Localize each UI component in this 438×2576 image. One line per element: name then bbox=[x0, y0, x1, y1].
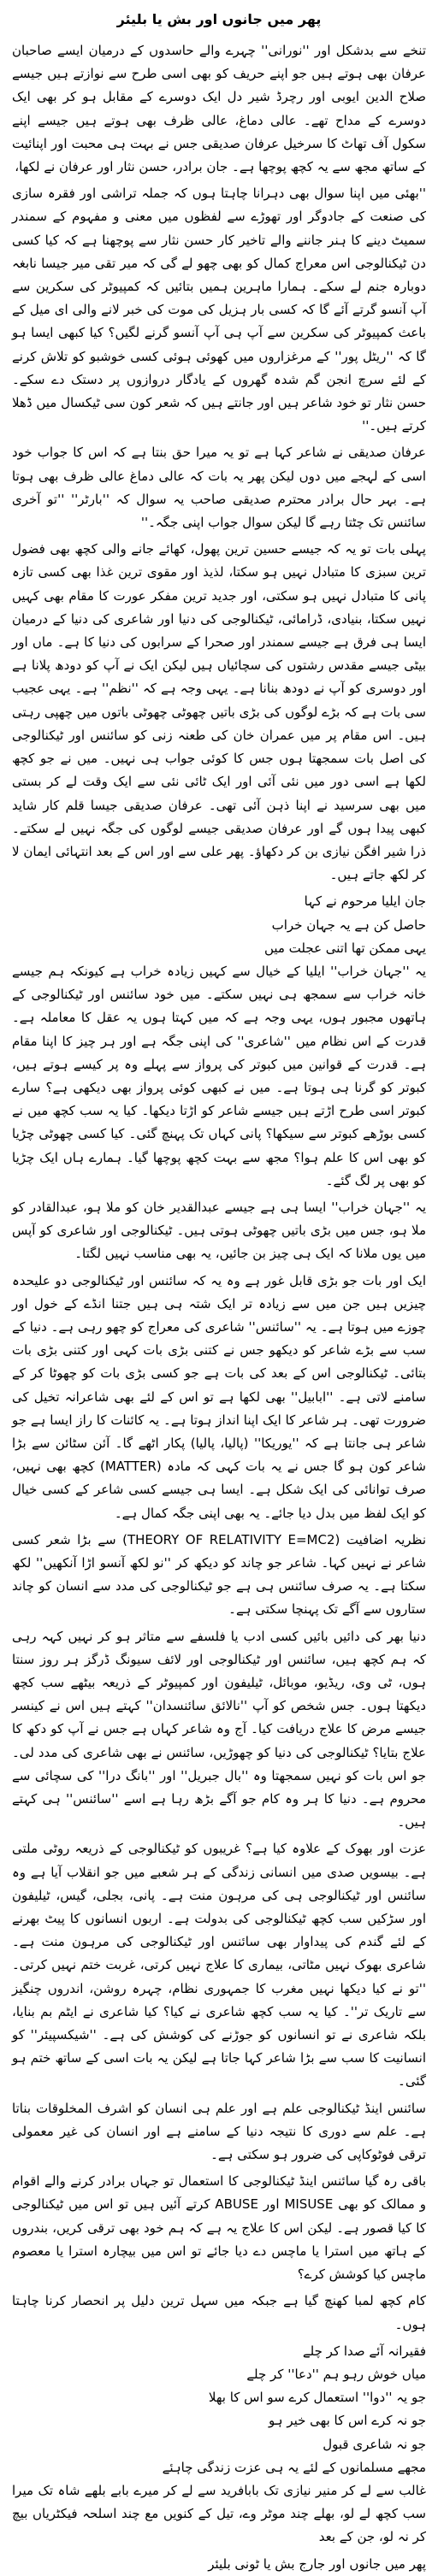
article-paragraph: غالب سے لے کر منیر نیازی تک بابافرید سے لے کر میرے بابے بلھے شاہ تک میرا سب کچھ لے لو، بھلے چند موٹر وے، تیل کے کنویں مع چند اسلحہ فیکٹریاں بیچ کر نہ لو، جن کے بعد bbox=[12, 2482, 426, 2545]
article-paragraph: نظریہ اضافیت (THEORY OF RELATIVITY E=MC2) سے بڑا شعر کسی شاعر نے نہیں کہا۔ شاعر جو چاند کو دیکھ کر ''نو لکھ آنسو اڑا آنکھیں'' لکھ سکتا ہے۔ یہ صرف سائنس ہی ہے جو ٹیکنالوجی کی مدد سے انسان کو چاند ستاروں سے آگے تک پہنچا سکتی ہے۔ bbox=[12, 1531, 427, 1618]
verse-line: جو نہ کرے اس کا بھی خیر ہو bbox=[269, 2413, 426, 2429]
article-paragraph: سائنس اینڈ ٹیکنالوجی علم ہے اور علم ہی انسان کو اشرف المخلوقات بناتا ہے۔ علم سے دوری کا نتیجہ دنیا کے سامنے ہے اور انسان کی غیر معمولی ترقی فوٹوکاپی کی ضرور ہو سکتی ہے۔ bbox=[12, 2100, 426, 2163]
article-paragraph: پہلی بات تو یہ کہ جیسے حسین ترین پھول، کھائے جانے والی کچھ بھی فضول ترین سبزی کا متبادل نہیں ہو سکتا، لذیذ اور مقوی ترین غذا بھی کسی تازہ پانی کا متبادل نہیں ہو سکتی، اور جدید ترین مفکر عورت کا مقام بھی کہیں نہیں سکتا، بنیادی، ڈرامائی، ٹیکنالوجی کی دنیا اور شاعری کی دنیا کے درمیان ایسا ہی فرق ہے جیسے سمندر اور صحرا کے سرابوں کی دنیا کا ہے۔ ماں اور بیٹی جیسے مقدس رشتوں کی سچائیاں ہیں لیکن ایک نے آپ کو دودھ پلانا ہے اور دوسری کو آپ نے دودھ بنانا ہے۔ یہی وجہ ہے کہ ''نظم'' ہے۔ یہی عجیب سی بات ہے کہ بڑے لوگوں کی بڑی باتیں چھوٹی چھوٹی باتوں میں چھپی رہتی ہیں۔ اس مقام پر میں عمران خان کی طعنہ زنی کو سائنس اور ٹیکنالوجی کی اصل بات سمجھتا ہوں جس کا کوئی جواب ہی نہیں۔ میں نے جو کچھ لکھا ہے اسی دور میں نئی آئی اور ایک ٹائی نئی سے ایک وقت لے کر بستی میں بھی سرسید نے اپنا ذہن آئی تھی۔ عرفان صدیقی جیسا قلم کار شاید کبھی پیدا ہوں گے اور عرفان صدیقی جیسے لوگوں کی جگہ نہیں لے سکتے۔ ذرا شیر افگن نیازی بن کر دکھاؤ۔ پھر علی سے اور اس کے بعد انتہائی ایمان لا کر لکھ جاتے ہیں۔ bbox=[12, 541, 426, 883]
article-paragraph: باقی رہ گیا سائنس اینڈ ٹیکنالوجی کا استعمال تو جہاں برادر کرنے والے اقوام و ممالک کو بھی MISUSE اور ABUSE کرتے آئیں ہیں تو اس میں ٹیکنالوجی کا کیا قصور ہے۔ لیکن اس کا علاج یہ ہے کہ ہم خود بھی ترقی کریں، بندروں کے ہاتھ میں استرا یا ماچس دے دیا جائے تو اس میں بیچارہ استرا یا معصوم ماچس کیا کوشش کرے؟ bbox=[12, 2173, 426, 2283]
article-paragraph: ''بھئی میں اپنا سوال بھی دہرانا چاہتا ہوں کہ جملہ تراشی اور فقرہ سازی کی صنعت کے جادوگر اور تھوڑے سے لفظوں میں معنی و مفہوم کے سمندر سمیٹ دینے کا ہنر جاننے والے تاخیر کار حسن نثار سے پوچھنا ہے کہ کیا کسی دن ٹیکنالوجی اس معراج کمال کو بھی چھو لے گی کہ میر تقی میر جیسا نابغہ دوبارہ جنم لے سکے۔ ہمارا ماہرین ہمیں بتائیں کہ کمپیوٹر کی سکرین سے آپ آنسو گرتے آئے گا کہ کسی بار ہزیل کی موت کی خبر لانے والی ای میل کے باعث کمپیوٹر کی سکرین سے آپ ہی آپ آنسو گرنے لگیں؟ کیا کبھی ایسا ہو گا کہ ''ریٹل پور'' کے مرغزاروں میں کھوئی ہوئی کسی خوشبو کو تلاش کرنے کے لئے سرچ انجن گم شدہ گھروں کے یادگار دروازوں پر دستک دے سکے۔ حسن نثار تو خود شاعر ہیں اور جانتے ہیں کہ شعر کون سی ٹیکسال میں ڈھلا کرتے ہیں۔'' bbox=[12, 186, 426, 434]
verse-line: میاں خوش رہو ہم ''دعا'' کر چلے bbox=[246, 2366, 426, 2382]
verse-line: جو نہ شاعری قبول bbox=[323, 2436, 426, 2452]
verse-block bbox=[12, 890, 426, 960]
article-paragraph: عزت اور بھوک کے علاوہ کیا ہے؟ غریبوں کو ٹیکنالوجی کے ذریعہ روٹی ملتی ہے۔ بیسویں صدی میں انسانی زندگی کے ہر شعبے میں جو انقلاب آیا ہے وہ سائنس اور ٹیکنالوجی ہی کی مرہون منت ہے۔ پانی، بجلی، گیس، ٹیلیفون اور سڑکیں سب کچھ ٹیکنالوجی کی بدولت ہے۔ اربوں انسانوں کا پیٹ بھرنے کے لئے گندم کی پیداوار بھی سائنس اور ٹیکنالوجی کی مرہون منت ہے۔ شاعری بھوک نہیں مٹاتی، بیماری کا علاج نہیں کرتی، غربت ختم نہیں کرتی۔ ''تو نے کیا دیکھا نہیں مغرب کا جمہوری نظام، چہرہ روشن، اندروں چنگیز سے تاریک تر''۔ کیا یہ سب کچھ شاعری نے کیا؟ کیا شاعری نے ایٹم بم بنایا، بلکہ شاعری نے تو انسانوں کو جوڑنے کی کوشش کی ہے۔ ''شیکسپیئر'' کو انسانیت کا سب سے بڑا شاعر کہا جاتا ہے لیکن یہ بات اسی کے ساتھ ختم ہو گئی۔ bbox=[12, 1841, 426, 2090]
verse-line: یہی ممکن تھا اتنی عجلت میں bbox=[263, 940, 426, 956]
article-paragraph: دنیا بھر کی دائیں بائیں کسی ادب یا فلسفے سے متاثر ہو کر نہیں کہہ رہی کہ ہم کچھ ہیں، سائنس اور ٹیکنالوجی اور لائف سیونگ ڈرگز ہر روز سنتا ہوں، ٹی وی، ریڈیو، موبائل، ٹیلیفون اور کمپیوٹر کے ذریعہ بیٹھے سب کچھ دیکھتا ہوں۔ جس شخص کو آپ ''نالائق سائنسدان'' کہتے ہیں اس نے کینسر جیسے مرض کا علاج دریافت کیا۔ آج وہ شاعر کہاں ہے جس نے آپ کو دکھ کا علاج بتایا؟ ٹیکنالوجی کی دنیا کو چھوڑیں، سائنس نے بھی شاعری کی مدد لی۔ جو اس بات کو نہیں سمجھتا وہ ''بال جبریل'' اور ''بانگ درا'' کی سچائی سے محروم ہے۔ دنیا کا ہر وہ کام جو آگے بڑھ رہا ہے اسے ''سائنس'' ہی کہتے ہیں۔ bbox=[12, 1628, 426, 1830]
verse-block bbox=[12, 2340, 426, 2479]
article-paragraph: تنخے سے بدشکل اور ''نورانی'' چہرے والے حاسدوں کے درمیان ایسے صاحبان عرفان بھی ہوتے ہیں جو اپنے حریف کو بھی اسی طرح سے نوازتے ہیں جیسے صلاح الدین ایوبی اور رچرڈ شیر دل ایک دوسرے کے مقابل ہو کر بھی ایک دوسرے کے مداح تھے۔ عالی دماغ، عالی ظرف بھی ہوتے ہیں جیسے اپنے سکول آف تھاٹ کا سرخیل عرفان صدیقی جس نے بہت ہی محبت اور اپنائیت کے ساتھ مجھ سے یہ کچھ پوچھا ہے۔ جان برادر، حسن نثار اور عرفان نے لکھا، bbox=[12, 43, 426, 175]
verse-line: حاصل کن ہے یہ جہان خراب bbox=[271, 917, 426, 933]
article-paragraph: کام کچھ لمبا کھنچ گیا ہے جبکہ میں سہل ترین دلیل پر انحصار کرنا چاہتا ہوں۔ bbox=[12, 2293, 426, 2332]
verse-line: جان ایلیا مرحوم نے کہا bbox=[304, 893, 426, 910]
article-paragraph: عرفان صدیقی نے شاعر کہا ہے تو یہ میرا حق بنتا ہے کہ اس کا جواب خود اسی کے لہجے میں دوں لیکن پھر یہ بات کہ عالی دماغ عالی ظرف بھی ہوتا ہے۔ بہر حال برادر محترم صدیقی صاحب یہ سوال کہ ''بارٹر'' ''تو آخری سائنس تک چٹتا رہے گا لیکن سوال جواب اپنی جگہ۔'' bbox=[12, 445, 426, 531]
closing-line: پھر میں جانوں اور جارج بش یا ٹونی بلیئر bbox=[208, 2555, 426, 2572]
article-body bbox=[12, 39, 426, 2576]
verse-line: جو یہ ''دوا'' استعمال کرے سو اس کا بھلا bbox=[208, 2390, 426, 2406]
article-title: پھر میں جانوں اور بش یا بلیئر bbox=[116, 11, 322, 27]
verse-line: فقیرانہ آئے صدا کر چلے bbox=[302, 2343, 426, 2359]
verse-line: مجھے مسلمانوں کے لئے یہ ہی عزت زندگی چاہئے bbox=[162, 2459, 426, 2475]
article-paragraph: ایک اور بات جو بڑی قابل غور ہے وہ یہ کہ سائنس اور ٹیکنالوجی دو علیحدہ چیزیں ہیں جن میں سے زیادہ تر ایک شتہ ہی ہیں جتنا انڈے کے خول اور چوزے میں ہوتا ہے۔ یہ ''سائنس'' شاعری کی معراج کو چھو رہی ہے۔ دنیا کے سب سے بڑے شاعر کو دیکھو جس نے کتنی بڑی بات کہی اور کتنی بڑی بات بتائی۔ ٹیکنالوجی اس کے بعد کی بات ہے جو کسی بڑی بات کو چھوٹا کر کے سامنے لاتی ہے۔ ''ابابیل'' بھی لکھا ہے تو اس کے لئے بھی شاعرانہ تخیل کی ضرورت تھی۔ ہر شاعر کا ایک اپنا انداز ہوتا ہے۔ یہ کائنات کا راز ایسا ہے جو شاعر ہی جانتا ہے کہ ''یوریکا'' (پالیا، پالیا) پکار اٹھے گا۔ آئن سٹائن سے بڑا شاعر کون ہو گا جس نے یہ بات کہی کہ مادہ (MATTER) کچھ بھی نہیں، صرف توانائی کی ایک شکل ہے۔ ایسا ہی جیسے کسی شاعر کے کسی خیال کو ایک لفظ میں بدل دیا جائے۔ یہ بھی اپنی جگہ کمال ہے۔ bbox=[12, 1272, 426, 1521]
article-paragraph: یہ ''جہان خراب'' ایلیا کے خیال سے کہیں زیادہ خراب ہے کیونکہ ہم جیسے خانہ خراب سے سمجھ ہی نہیں سکتے۔ میں خود سائنس اور ٹیکنالوجی کے ہاتھوں مجبور ہوں، یہی وجہ ہے کہ میں کہتا ہوں یہ عقل کا معاملہ ہے۔ قدرت کے اس نظام میں ''شاعری'' کی اپنی جگہ ہے اور ہر چیز کا اپنا مقام ہے۔ قدرت کے قوانین میں کبوتر کی پرواز سے پہلے وہ پر کیسے ہوتے ہیں، کبوتر کو گرنا ہی ہوتا ہے۔ میں نے کبھی کوئی پرواز بھی دیکھی ہے؟ سارے کبوتر اسی طرح اڑتے ہیں جیسے شاعر کو اڑتا دیکھا۔ کیا یہ سب کچھ میں نے کسی بوڑھے کبوتر سے سیکھا؟ پانی کہاں تک پہنچ گئی۔ کیا کسی چھوٹی چڑیا کو بھی اس کا علم ہوا؟ مجھ سے بہت کچھ پوچھا گیا۔ ہمارے ہاں ایک چڑیا کو بھی پر لگ گئے۔ bbox=[12, 963, 426, 1188]
article-paragraph: یہ ''جہان خراب'' ایسا ہی ہے جیسے عبدالقدیر خان کو ملا ہو، عبدالقادر کو ملا ہو، جس میں بڑی باتیں چھوٹی ہوتی ہیں۔ ٹیکنالوجی اور شاعری کو آپس میں یوں ملانا کہ ایک ہی چیز بن جائیں، یہ بھی مناسب نہیں لگتا۔ bbox=[12, 1199, 426, 1262]
